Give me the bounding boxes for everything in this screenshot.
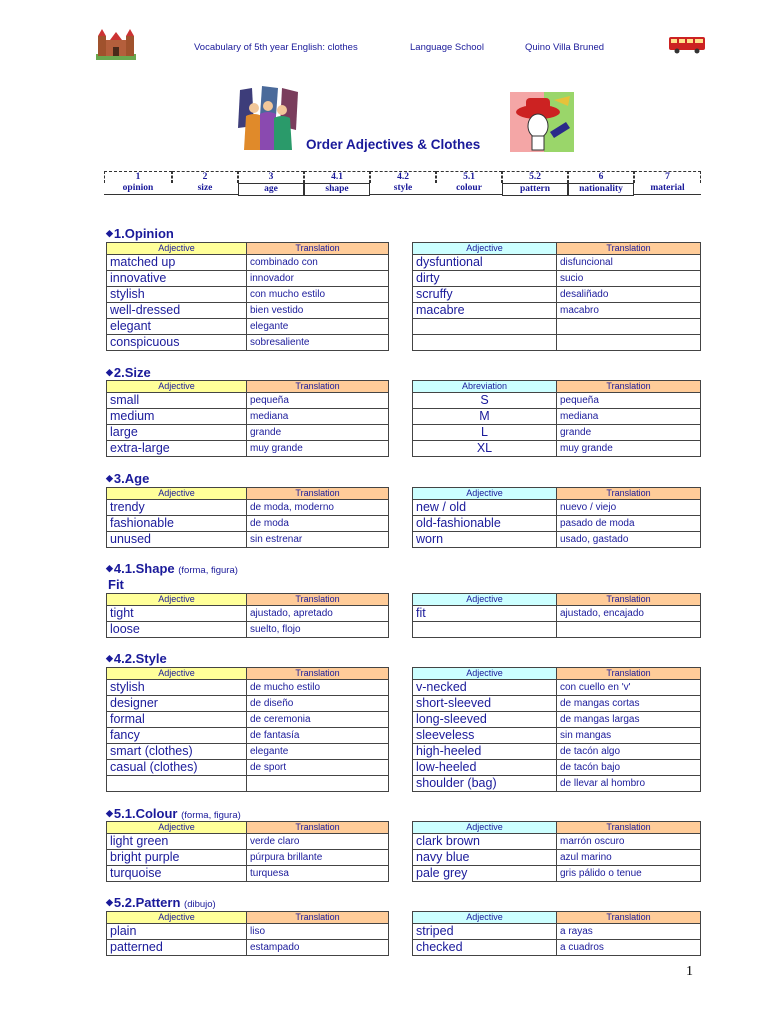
order-label: nationality (568, 183, 634, 196)
table-row (413, 441, 701, 457)
column-header: Translation (557, 822, 701, 834)
bullet-diamond-icon: ◆ (106, 367, 113, 377)
table-row (107, 319, 389, 335)
table-row (107, 866, 389, 882)
translation-cell: de mangas cortas (557, 696, 701, 712)
word-cell (107, 776, 247, 792)
translation-cell: azul marino (557, 850, 701, 866)
column-header: Adjective (107, 912, 247, 924)
table-row (413, 303, 701, 319)
table-row (413, 500, 701, 516)
column-header: Translation (247, 594, 389, 606)
word-cell: dysfuntional (413, 255, 557, 271)
translation-cell: mediana (557, 409, 701, 425)
translation-cell: de llevar al hombro (557, 776, 701, 792)
column-header: Translation (557, 243, 701, 255)
word-cell: dirty (413, 271, 557, 287)
section-title-shape (106, 561, 238, 576)
age-table-right (412, 487, 701, 548)
word-cell: large (107, 425, 247, 441)
header-school: Language School (410, 42, 484, 53)
word-cell: old-fashionable (413, 516, 557, 532)
translation-cell: de sport (247, 760, 389, 776)
size-table-left (106, 380, 389, 457)
table-row (413, 680, 701, 696)
section-title-size (106, 365, 151, 380)
bullet-diamond-icon: ◆ (106, 563, 113, 573)
translation-cell: sin estrenar (247, 532, 389, 548)
word-cell: short-sleeved (413, 696, 557, 712)
section-title-text: 1.Opinion (113, 226, 174, 241)
order-label: opinion (104, 183, 172, 195)
translation-cell: pasado de moda (557, 516, 701, 532)
word-cell: sleeveless (413, 728, 557, 744)
translation-cell: marrón oscuro (557, 834, 701, 850)
section-title-text: 4.2.Style (113, 651, 167, 666)
table-row (107, 696, 389, 712)
column-header: Adjective (107, 488, 247, 500)
abbreviation-cell: XL (413, 441, 557, 457)
colour-table-left (106, 821, 389, 882)
table-row (107, 744, 389, 760)
word-cell (413, 622, 557, 638)
table-row (413, 425, 701, 441)
translation-cell: combinado con (247, 255, 389, 271)
order-label: age (238, 183, 304, 196)
order-number: 7 (634, 171, 701, 183)
column-header: Adjective (413, 822, 557, 834)
order-label: pattern (502, 183, 568, 196)
translation-cell: de diseño (247, 696, 389, 712)
word-cell: long-sleeved (413, 712, 557, 728)
section-note: (forma, figura) (178, 565, 238, 576)
translation-cell: bien vestido (247, 303, 389, 319)
word-cell: well-dressed (107, 303, 247, 319)
translation-cell: ajustado, encajado (557, 606, 701, 622)
word-cell: loose (107, 622, 247, 638)
order-number: 5.2 (502, 171, 568, 183)
word-cell: conspicuous (107, 335, 247, 351)
translation-cell: estampado (247, 940, 389, 956)
table-row (107, 712, 389, 728)
pattern-table-left (106, 911, 389, 956)
table-row (107, 303, 389, 319)
table-row (107, 500, 389, 516)
table-row (413, 606, 701, 622)
column-header: Adjective (413, 243, 557, 255)
table-row (107, 776, 389, 792)
word-cell: casual (clothes) (107, 760, 247, 776)
translation-cell: de tacón bajo (557, 760, 701, 776)
translation-cell: elegante (247, 319, 389, 335)
translation-cell: muy grande (557, 441, 701, 457)
abbreviation-cell: L (413, 425, 557, 441)
word-cell: plain (107, 924, 247, 940)
column-header: Translation (557, 912, 701, 924)
word-cell: fashionable (107, 516, 247, 532)
table-row (107, 393, 389, 409)
order-number: 3 (238, 171, 304, 183)
word-cell: striped (413, 924, 557, 940)
column-header: Adjective (413, 668, 557, 680)
translation-cell: muy grande (247, 441, 389, 457)
translation-cell: innovador (247, 271, 389, 287)
column-header: Adjective (107, 668, 247, 680)
section-title-text: 5.2.Pattern (113, 895, 181, 910)
translation-cell: de tacón algo (557, 744, 701, 760)
column-header: Adjective (107, 381, 247, 393)
table-row (413, 287, 701, 303)
table-row (413, 393, 701, 409)
word-cell: elegant (107, 319, 247, 335)
column-header: Translation (247, 822, 389, 834)
column-header: Adjective (413, 488, 557, 500)
table-row (413, 924, 701, 940)
word-cell: clark brown (413, 834, 557, 850)
abbreviation-cell: S (413, 393, 557, 409)
adjective-order-row (104, 169, 701, 196)
table-row (413, 409, 701, 425)
order-cell-opinion (104, 169, 172, 196)
word-cell: fit (413, 606, 557, 622)
section-subtitle-fit: Fit (108, 577, 124, 592)
table-row (107, 271, 389, 287)
table-row (413, 866, 701, 882)
word-cell: v-necked (413, 680, 557, 696)
order-number: 4.1 (304, 171, 370, 183)
translation-cell: usado, gastado (557, 532, 701, 548)
order-number: 5.1 (436, 171, 502, 183)
table-row (107, 728, 389, 744)
word-cell: stylish (107, 287, 247, 303)
order-cell-style (370, 169, 436, 196)
pattern-table-right (412, 911, 701, 956)
style-table-left (106, 667, 389, 792)
table-row (413, 696, 701, 712)
style-table-right (412, 667, 701, 792)
word-cell: formal (107, 712, 247, 728)
word-cell: extra-large (107, 441, 247, 457)
word-cell: bright purple (107, 850, 247, 866)
shape-table-right (412, 593, 701, 638)
section-title-colour (106, 806, 241, 821)
word-cell: unused (107, 532, 247, 548)
word-cell: matched up (107, 255, 247, 271)
table-row (413, 776, 701, 792)
translation-cell: de mangas largas (557, 712, 701, 728)
order-label: colour (436, 183, 502, 195)
section-title-text: 5.1.Colour (113, 806, 178, 821)
column-header: Translation (557, 594, 701, 606)
word-cell: light green (107, 834, 247, 850)
word-cell: navy blue (413, 850, 557, 866)
column-header: Translation (247, 668, 389, 680)
header-subject: Vocabulary of 5th year English: clothes (194, 42, 358, 53)
bullet-diamond-icon: ◆ (106, 653, 113, 663)
column-header: Translation (247, 381, 389, 393)
translation-cell: de fantasía (247, 728, 389, 744)
translation-cell: turquesa (247, 866, 389, 882)
translation-cell: de moda, moderno (247, 500, 389, 516)
section-title-text: 2.Size (113, 365, 151, 380)
column-header: Translation (557, 381, 701, 393)
section-title-style (106, 651, 167, 666)
translation-cell: grande (247, 425, 389, 441)
table-row (413, 516, 701, 532)
size-table-right (412, 380, 701, 457)
translation-cell: nuevo / viejo (557, 500, 701, 516)
translation-cell: pequeña (557, 393, 701, 409)
table-row (413, 850, 701, 866)
translation-cell: a rayas (557, 924, 701, 940)
word-cell: macabre (413, 303, 557, 319)
table-row (413, 319, 701, 335)
translation-cell: de ceremonia (247, 712, 389, 728)
order-label: size (172, 183, 238, 195)
translation-cell (557, 335, 701, 351)
translation-cell: grande (557, 425, 701, 441)
translation-cell: sobresaliente (247, 335, 389, 351)
table-row (107, 850, 389, 866)
column-header: Translation (247, 912, 389, 924)
word-cell: medium (107, 409, 247, 425)
table-row (107, 409, 389, 425)
order-cell-age (238, 169, 304, 196)
section-title-text: 4.1.Shape (113, 561, 175, 576)
bullet-diamond-icon: ◆ (106, 808, 113, 818)
table-row (107, 622, 389, 638)
column-header: Translation (557, 488, 701, 500)
translation-cell: verde claro (247, 834, 389, 850)
column-header: Adjective (413, 912, 557, 924)
word-cell: worn (413, 532, 557, 548)
column-header: Adjective (413, 594, 557, 606)
table-row (107, 532, 389, 548)
order-number: 4.2 (370, 171, 436, 183)
order-cell-size (172, 169, 238, 196)
word-cell: small (107, 393, 247, 409)
translation-cell: a cuadros (557, 940, 701, 956)
table-row (413, 760, 701, 776)
translation-cell: pequeña (247, 393, 389, 409)
table-row (413, 622, 701, 638)
table-row (413, 834, 701, 850)
table-row (107, 606, 389, 622)
word-cell: fancy (107, 728, 247, 744)
colour-table-right (412, 821, 701, 882)
table-row (413, 335, 701, 351)
translation-cell: con cuello en 'v' (557, 680, 701, 696)
word-cell (413, 319, 557, 335)
shape-table-left (106, 593, 389, 638)
word-cell: new / old (413, 500, 557, 516)
section-title-pattern (106, 895, 216, 910)
word-cell: stylish (107, 680, 247, 696)
order-cell-nationality (568, 169, 634, 196)
table-row (107, 516, 389, 532)
table-row (413, 532, 701, 548)
translation-cell: de moda (247, 516, 389, 532)
translation-cell: ajustado, apretado (247, 606, 389, 622)
word-cell: scruffy (413, 287, 557, 303)
order-cell-pattern (502, 169, 568, 196)
table-row (107, 287, 389, 303)
word-cell: low-heeled (413, 760, 557, 776)
order-number: 1 (104, 171, 172, 183)
word-cell: designer (107, 696, 247, 712)
table-row (413, 255, 701, 271)
order-label: material (634, 183, 701, 195)
translation-cell (557, 319, 701, 335)
column-header: Translation (247, 243, 389, 255)
bullet-diamond-icon: ◆ (106, 228, 113, 238)
word-cell: pale grey (413, 866, 557, 882)
word-cell: shoulder (bag) (413, 776, 557, 792)
hat-mannequin-illustration (510, 92, 574, 152)
order-cell-shape (304, 169, 370, 196)
order-label: shape (304, 183, 370, 196)
word-cell: innovative (107, 271, 247, 287)
word-cell: tight (107, 606, 247, 622)
document-title: Order Adjectives & Clothes (306, 137, 481, 152)
table-row (413, 940, 701, 956)
table-row (107, 441, 389, 457)
section-note: (dibujo) (184, 899, 216, 910)
word-cell: smart (clothes) (107, 744, 247, 760)
table-row (107, 940, 389, 956)
section-title-age (106, 471, 149, 486)
translation-cell (557, 622, 701, 638)
table-row (107, 834, 389, 850)
section-title-text: 3.Age (113, 471, 150, 486)
fashion-people-illustration (232, 86, 304, 152)
translation-cell: con mucho estilo (247, 287, 389, 303)
opinion-table-right (412, 242, 701, 351)
order-cell-material (634, 169, 701, 196)
order-number: 6 (568, 171, 634, 183)
column-header: Translation (247, 488, 389, 500)
translation-cell: desaliñado (557, 287, 701, 303)
word-cell: patterned (107, 940, 247, 956)
word-cell: turquoise (107, 866, 247, 882)
word-cell (413, 335, 557, 351)
opinion-table-left (106, 242, 389, 351)
castle-logo-icon (96, 28, 136, 60)
word-cell: trendy (107, 500, 247, 516)
page-number: 1 (686, 964, 693, 979)
column-header: Adjective (107, 822, 247, 834)
order-cell-colour (436, 169, 502, 196)
section-note: (forma, figura) (181, 810, 241, 821)
table-row (413, 712, 701, 728)
abbreviation-cell: M (413, 409, 557, 425)
bullet-diamond-icon: ◆ (106, 473, 113, 483)
table-row (413, 271, 701, 287)
translation-cell: gris pálido o tenue (557, 866, 701, 882)
order-label: style (370, 183, 436, 195)
bullet-diamond-icon: ◆ (106, 897, 113, 907)
table-row (107, 680, 389, 696)
word-cell: high-heeled (413, 744, 557, 760)
age-table-left (106, 487, 389, 548)
translation-cell: de mucho estilo (247, 680, 389, 696)
word-cell: checked (413, 940, 557, 956)
column-header: Adjective (107, 594, 247, 606)
column-header: Abreviation (413, 381, 557, 393)
table-row (107, 760, 389, 776)
section-title-opinion (106, 226, 174, 241)
table-row (107, 425, 389, 441)
table-row (413, 744, 701, 760)
table-row (107, 255, 389, 271)
translation-cell: disfuncional (557, 255, 701, 271)
translation-cell (247, 776, 389, 792)
bus-logo-icon (668, 36, 706, 54)
translation-cell: suelto, flojo (247, 622, 389, 638)
column-header: Translation (557, 668, 701, 680)
translation-cell: elegante (247, 744, 389, 760)
translation-cell: sin mangas (557, 728, 701, 744)
header-author: Quino Villa Bruned (525, 42, 605, 53)
table-row (413, 728, 701, 744)
table-row (107, 924, 389, 940)
table-row (107, 335, 389, 351)
translation-cell: liso (247, 924, 389, 940)
translation-cell: púrpura brillante (247, 850, 389, 866)
translation-cell: macabro (557, 303, 701, 319)
column-header: Adjective (107, 243, 247, 255)
translation-cell: sucio (557, 271, 701, 287)
translation-cell: mediana (247, 409, 389, 425)
order-number: 2 (172, 171, 238, 183)
